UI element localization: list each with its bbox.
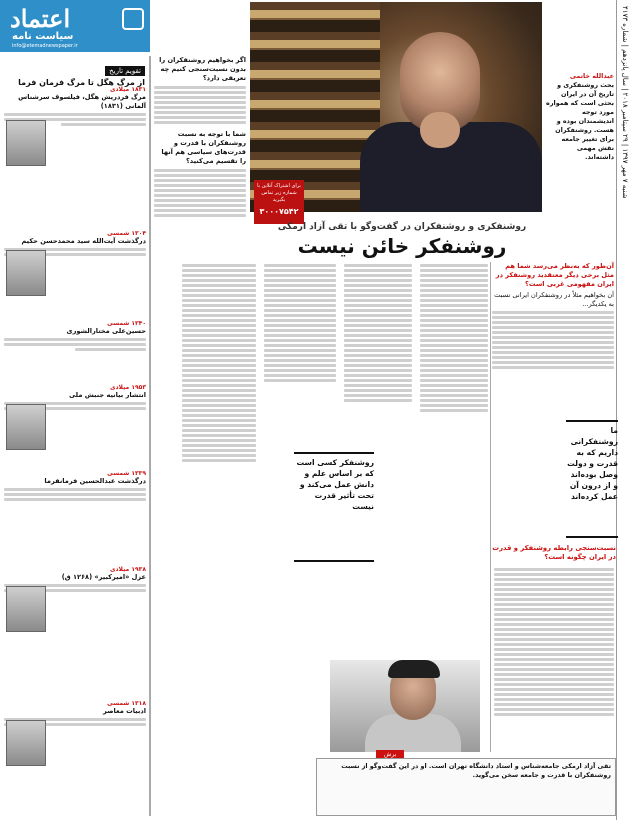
masthead-subtitle: سیاست نامه [12,31,74,42]
text-line [420,294,488,297]
text-line [494,633,614,636]
text-line [182,324,256,327]
text-line [264,334,336,337]
text-line [494,623,614,626]
text-line [182,284,256,287]
text-line [420,269,488,272]
text-line [182,294,256,297]
text-line [344,349,412,352]
text-line [420,314,488,317]
text-line [492,341,614,344]
text-line [344,284,412,287]
entry-date: ۱۳۴۰ شمسی [107,320,146,327]
callout-answer: آن بخواهیم مثلاً در روشنفکران ایرانی نسبت به یکدیگر... [494,291,614,308]
text-line [494,683,614,686]
text-line [420,284,488,287]
text-line [264,319,336,322]
text-line [420,344,488,347]
text-line [492,331,614,334]
text-line [494,663,614,666]
text-line [154,169,246,172]
text-line [494,613,614,616]
text-line [344,379,412,382]
text-line [182,309,256,312]
text-line [420,319,488,322]
text-line [420,274,488,277]
text-line [264,329,336,332]
text-line [492,351,614,354]
text-line [154,91,246,94]
text-line [420,404,488,407]
text-line [344,389,412,392]
edge-date-text: شنبه ۷ مهر ۱۳۹۷ | ۲۹ سپتامبر ۲۰۱۸ | سال پانزدهم | شماره ۴۱۷۳ [621,6,629,199]
text-line [494,713,614,716]
feature-kicker: روشنفکری و روشنفکران در گفت‌وگو با تقی آزاد ارمکی [277,222,527,232]
text-line [182,399,256,402]
calendar-entry-5 [4,470,146,503]
text-line [154,116,246,119]
text-line [420,324,488,327]
text-line [4,113,146,116]
text-line [344,359,412,362]
entry-date: ۱۹۳۸ میلادی [109,566,146,573]
column-rule [490,262,491,752]
pullquote-right: ما روشنفکرانی داریم که به قدرت و دولت وصل بوده‌اند و از درون آن عمل کرده‌اند [566,420,618,538]
text-line [4,498,146,501]
text-line [154,194,246,197]
text-line [420,394,488,397]
text-line [344,269,412,272]
text-line [4,488,146,491]
mid-question-two: شما با توجه به نسبت روشنفکران با قدرت و قدرت‌های سیاسی هم آنها را تقسیم می‌کنید؟ [161,130,246,165]
text-line [420,399,488,402]
text-line [182,379,256,382]
text-line [182,374,256,377]
red-section-head: نسبت‌سنجی رابطه روشنفکر و قدرت در ایران چگونه است؟ [492,544,616,561]
text-line [182,369,256,372]
text-line [182,329,256,332]
text-line [182,319,256,322]
text-line [154,179,246,182]
subscription-badge [254,180,304,224]
text-line [344,294,412,297]
edge-date-strip [616,0,630,820]
text-line [154,199,246,202]
text-line [182,389,256,392]
text-line [494,643,614,646]
entry-title: انتشار بیانیه جنبش ملی [68,391,146,399]
text-line [4,493,146,496]
text-line [420,309,488,312]
calendar-section-label: تقویم تاریخ [105,66,145,76]
text-line [344,339,412,342]
calendar-intro-title: از مرگ هگل تا مرگ فرمان فرما [18,78,145,87]
text-line [492,326,614,329]
text-line [154,106,246,109]
text-line [264,349,336,352]
text-line [420,389,488,392]
text-line [344,394,412,397]
text-line [494,648,614,651]
text-line [4,343,146,346]
intro-box [546,72,614,222]
text-line [494,593,614,596]
text-line [264,274,336,277]
text-line [264,344,336,347]
text-line [182,289,256,292]
text-line [494,688,614,691]
text-line [154,174,246,177]
text-line [154,209,246,212]
text-line [494,678,614,681]
text-line [492,321,614,324]
text-line [182,269,256,272]
text-line [154,111,246,114]
text-line [182,439,256,442]
interviewee-portrait-small [330,660,480,752]
entry-title: ادبیات معاصر [103,707,146,715]
statesman-portrait [6,404,46,450]
text-line [494,708,614,711]
masthead [0,0,150,52]
feature-headline: روشنفکر خائن نیست [297,234,507,258]
text-line [154,184,246,187]
text-line [344,374,412,377]
text-line [182,349,256,352]
text-line [344,314,412,317]
text-line [344,289,412,292]
pullquote-mid: روشنفکر کسی است که بر اساس علم و دانش عمل می‌کند و تحت تأثیر قدرت نیست [294,452,374,562]
text-line [494,618,614,621]
text-line [494,588,614,591]
entry-date: ۱۳۳۹ شمسی [107,470,146,477]
column-rule [150,56,151,816]
interview-callout [492,262,614,371]
entry-title: مرگ فردریش هگل، فیلسوف سرشناس آلمانی (۱۸۳۱) [18,93,146,110]
text-line [182,344,256,347]
logo-mark-icon [122,8,144,30]
text-line [264,279,336,282]
text-line [264,359,336,362]
hair [388,660,440,678]
text-line [344,354,412,357]
text-line [492,311,614,314]
text-line [182,364,256,367]
text-line [344,304,412,307]
text-line [182,454,256,457]
entry-date: ۱۸۳۱ میلادی [109,86,146,93]
text-line [420,359,488,362]
text-line [494,693,614,696]
body-column-4 [180,262,258,717]
text-line [344,399,412,402]
text-line [154,214,246,217]
text-line [154,86,246,89]
text-line [264,324,336,327]
text-line [154,204,246,207]
intro-lead: بحث روشنفکری و تاریخ آن در ایران بحثی است که همواره مورد توجه اندیشمندان بوده و هست. روشنفکران برای تغییر جامعه نقش مهمی داشته‌اند. [546,81,614,161]
text-line [182,299,256,302]
text-line [420,374,488,377]
text-line [492,346,614,349]
text-line [182,404,256,407]
text-line [344,369,412,372]
text-line [182,394,256,397]
text-line [264,299,336,302]
text-line [264,314,336,317]
text-line [182,274,256,277]
text-line [494,608,614,611]
text-line [182,279,256,282]
text-line [420,279,488,282]
text-line [182,459,256,462]
entry-date: ۱۹۵۳ میلادی [109,384,146,391]
text-line [494,603,614,606]
text-line [494,638,614,641]
badge-number: ۳۰۰۰۷۵۴۲ [259,207,299,216]
entry-title: درگذشت آیت‌الله سید محمدحسن حکیم [21,237,146,245]
text-line [61,123,146,126]
text-line [75,348,146,351]
body-column-5 [154,470,178,720]
text-line [182,414,256,417]
text-line [264,354,336,357]
masthead-logo: اعتماد [10,4,71,33]
entry-title: درگذشت عبدالحسین فرمانفرما [44,477,146,485]
entry-date: ۱۳۰۴ شمسی [107,230,146,237]
text-line [264,369,336,372]
text-line [420,354,488,357]
text-line [420,304,488,307]
text-line [182,339,256,342]
text-line [154,101,246,104]
text-line [264,379,336,382]
text-line [182,444,256,447]
text-line [344,299,412,302]
masthead-web: info@etemadnewspaper.ir [12,43,78,49]
bio-box [316,758,616,816]
text-line [420,364,488,367]
text-line [264,339,336,342]
text-line [154,96,246,99]
text-line [344,324,412,327]
text-line [492,356,614,359]
writer-portrait [6,720,46,766]
text-line [494,598,614,601]
text-line [420,329,488,332]
text-line [182,449,256,452]
text-line [264,304,336,307]
text-line [264,284,336,287]
hand [420,112,460,148]
text-line [154,121,246,124]
mid-question-one: اگر بخواهیم روشنفکران را بدون نسبت‌سنجی کنیم چه تعریفی دارد؟ [159,56,246,82]
text-line [494,573,614,576]
text-line [182,304,256,307]
text-line [344,264,412,267]
text-line [182,419,256,422]
cleric-portrait [6,250,46,296]
text-line [492,366,614,369]
text-line [264,309,336,312]
body-column-6 [492,566,616,756]
text-line [4,338,146,341]
text-line [420,339,488,342]
text-line [344,274,412,277]
text-line [182,409,256,412]
text-line [264,374,336,377]
text-line [182,424,256,427]
text-line [494,568,614,571]
text-line [492,361,614,364]
callout-question: آن‌طور که به‌نظر می‌رسد شما هم مثل برخی دیگر معتقدید روشنفکر در ایران مفهومی غربی است؟ [495,262,614,288]
text-line [264,364,336,367]
text-line [344,334,412,337]
intro-byline: عبدالله خاتمی [569,72,614,80]
entry-title: عزل «امیرکبیر» (۱۲۶۸ ق) [61,573,146,581]
text-line [492,316,614,319]
text-line [492,336,614,339]
portrait-tag: برش [376,750,404,759]
badge-text: برای اشتراک آنلاین با شماره زیر تماس بگیرید [257,183,301,203]
text-line [420,299,488,302]
text-line [182,429,256,432]
entry-date: ۱۳۱۸ شمسی [107,700,146,707]
body-column-1 [418,262,490,717]
calendar-entry-3 [4,320,146,353]
text-line [344,309,412,312]
text-line [182,359,256,362]
text-line [264,269,336,272]
hegel-portrait [6,120,46,166]
text-line [420,409,488,412]
text-line [344,344,412,347]
text-line [344,329,412,332]
text-line [494,578,614,581]
text-line [420,334,488,337]
text-line [494,698,614,701]
text-line [264,289,336,292]
text-line [420,384,488,387]
text-line [154,189,246,192]
text-line [494,703,614,706]
bio-text: تقی آزاد ارمکی جامعه‌شناس و استاد دانشگاه تهران است. او در این گفت‌وگو از نسبت روشنفکران با قدرت و جامعه سخن می‌گوید. [341,762,611,779]
text-line [420,264,488,267]
text-line [344,319,412,322]
text-line [182,264,256,267]
text-line [494,583,614,586]
text-line [344,279,412,282]
text-line [182,354,256,357]
text-line [182,334,256,337]
text-line [494,658,614,661]
text-line [344,364,412,367]
text-line [182,314,256,317]
text-line [344,384,412,387]
text-line [420,349,488,352]
text-line [182,434,256,437]
text-line [420,289,488,292]
text-line [494,673,614,676]
text-line [420,379,488,382]
amir-kabir-portrait [6,586,46,632]
text-line [494,653,614,656]
text-line [494,668,614,671]
text-line [264,294,336,297]
text-line [182,384,256,387]
text-line [420,369,488,372]
entry-title: حسین‌علی مختار‌الشوری [66,327,146,335]
text-line [494,628,614,631]
text-line [264,264,336,267]
